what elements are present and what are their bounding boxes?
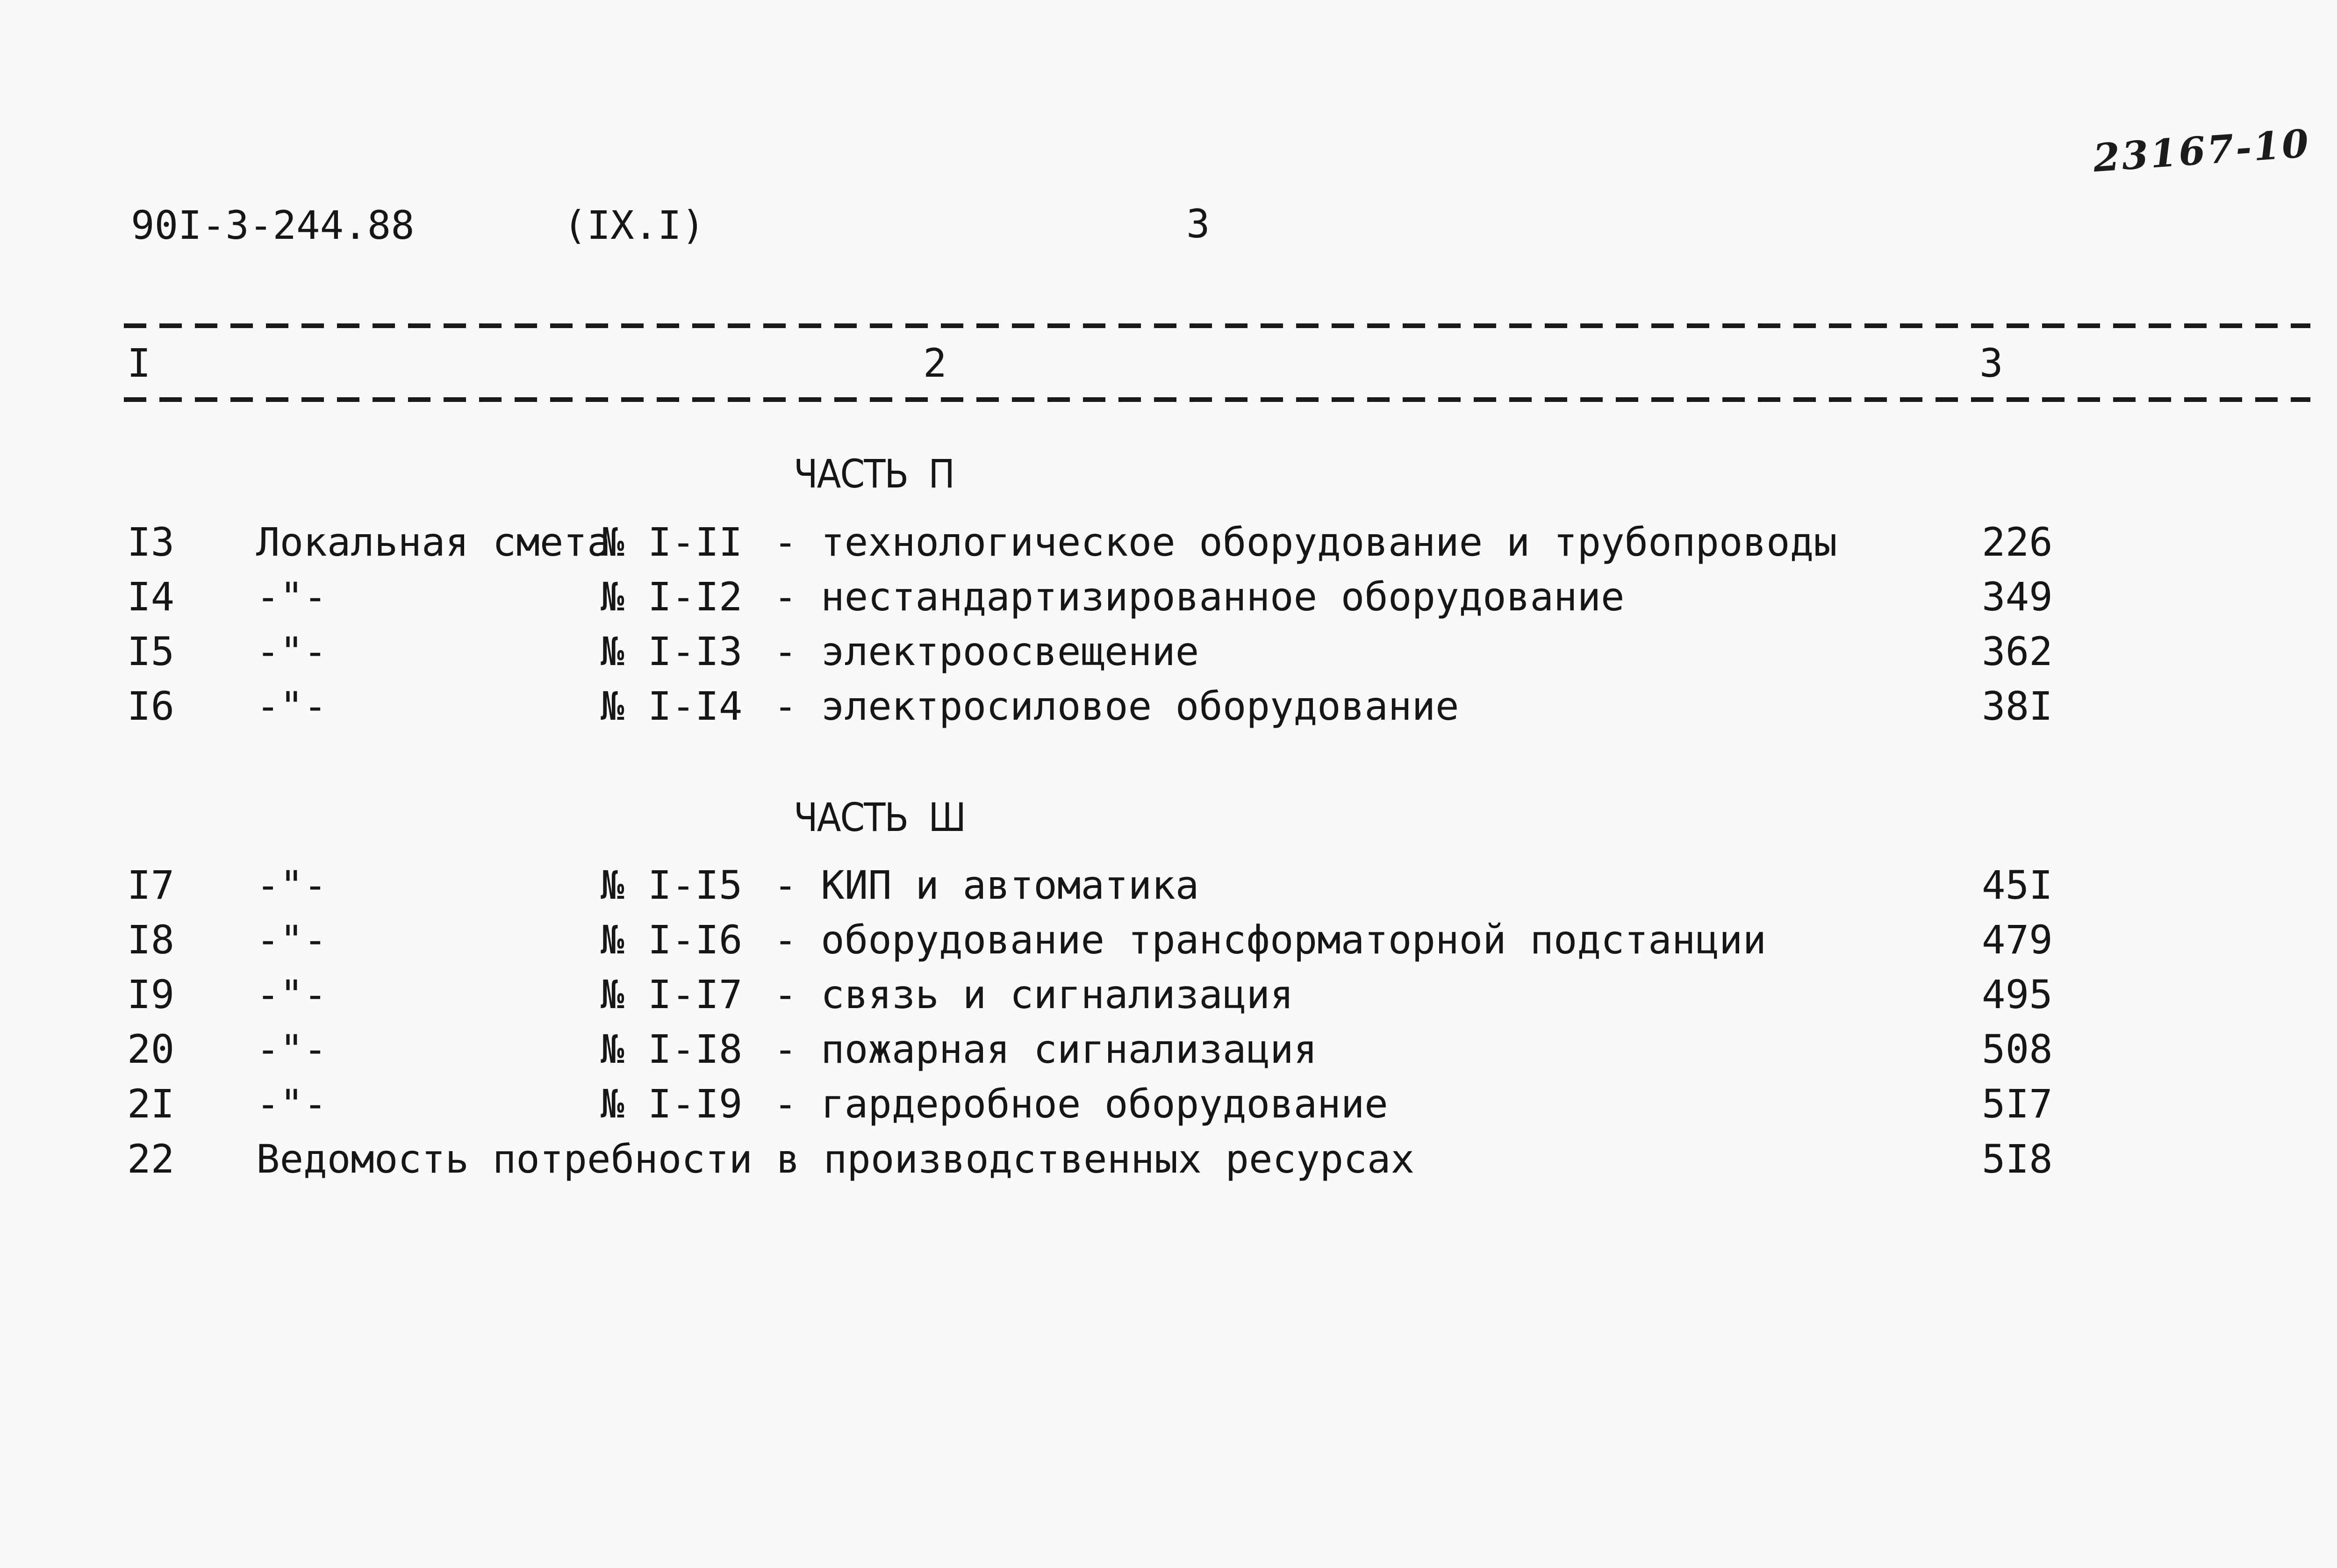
row-number: I5: [127, 629, 175, 674]
row-estimate-number: № I-I8: [601, 1026, 743, 1072]
row-estimate-number: № I-I5: [601, 862, 743, 908]
document-code: 90I-3-244.88: [131, 202, 415, 248]
row-page: 362: [1982, 629, 2053, 674]
row-page: 495: [1982, 972, 2053, 1017]
row-page: 5I8: [1982, 1136, 2053, 1182]
column-header-3: 3: [1979, 340, 2003, 386]
column-header-1: I: [127, 340, 151, 386]
bottom-dashed-rule: [124, 397, 2310, 402]
row-description: - нестандартизированное оборудование: [774, 574, 1625, 620]
row-description: - пожарная сигнализация: [774, 1026, 1318, 1072]
row-description: - электросиловое оборудование: [774, 683, 1459, 729]
row-number: I7: [127, 862, 175, 908]
row-description: - связь и сигнализация: [774, 972, 1294, 1017]
row-description: - оборудование трансформаторной подстанции: [774, 917, 1767, 963]
section-code: (IX.I): [563, 202, 705, 248]
row-description: Ведомость потребности в производственных ресурсах: [256, 1136, 1415, 1182]
row-description: - технологическое оборудование и трубопроводы: [774, 519, 1837, 565]
page-number: 3: [1186, 201, 1210, 247]
row-estimate-number: № I-I7: [601, 972, 743, 1017]
row-page: 479: [1982, 917, 2053, 963]
row-number: I4: [127, 574, 175, 620]
row-page: 38I: [1982, 683, 2053, 729]
row-number: I9: [127, 972, 175, 1017]
row-description: - электроосвещение: [774, 629, 1199, 674]
row-number: I3: [127, 519, 175, 565]
row-number: 20: [127, 1026, 175, 1072]
row-estimate-number: № I-I2: [601, 574, 743, 620]
row-description: - КИП и автоматика: [774, 862, 1199, 908]
part-3-title: ЧАСТЬ Ш: [794, 795, 966, 840]
row-page: 45I: [1982, 862, 2053, 908]
row-page: 508: [1982, 1026, 2053, 1072]
column-header-2: 2: [923, 340, 947, 386]
row-label: -"-: [256, 917, 327, 963]
row-page: 226: [1982, 519, 2053, 565]
row-number: I6: [127, 683, 175, 729]
inventory-stamp: 23167-10: [2092, 121, 2312, 181]
row-label: -"-: [256, 972, 327, 1017]
row-page: 349: [1982, 574, 2053, 620]
row-page: 5I7: [1982, 1081, 2053, 1127]
row-estimate-number: № I-I3: [601, 629, 743, 674]
row-number: I8: [127, 917, 175, 963]
part-2-title: ЧАСТЬ П: [794, 451, 954, 497]
row-estimate-number: № I-II: [601, 519, 743, 565]
row-label: Локальная смета: [256, 519, 611, 565]
row-label: -"-: [256, 629, 327, 674]
top-dashed-rule: [124, 323, 2310, 328]
row-estimate-number: № I-I9: [601, 1081, 743, 1127]
row-estimate-number: № I-I6: [601, 917, 743, 963]
row-label: -"-: [256, 683, 327, 729]
row-label: -"-: [256, 574, 327, 620]
row-estimate-number: № I-I4: [601, 683, 743, 729]
row-label: -"-: [256, 1081, 327, 1127]
row-label: -"-: [256, 862, 327, 908]
row-number: 22: [127, 1136, 175, 1182]
row-number: 2I: [127, 1081, 175, 1127]
row-description: - гардеробное оборудование: [774, 1081, 1388, 1127]
row-label: -"-: [256, 1026, 327, 1072]
